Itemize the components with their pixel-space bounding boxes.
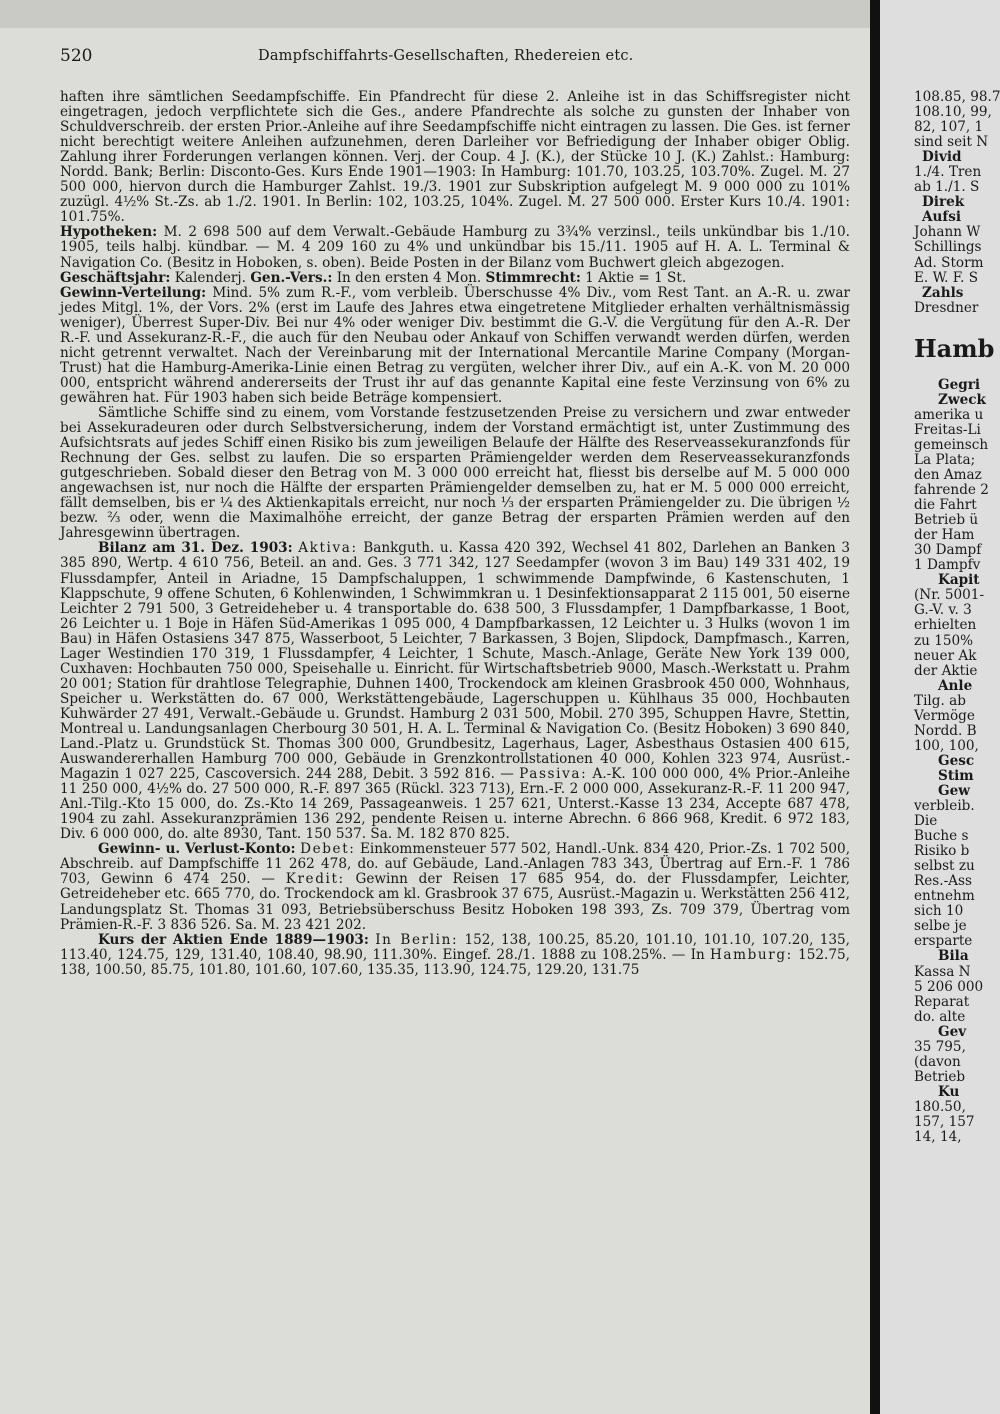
label-kurs-berlin: In Berlin: bbox=[375, 931, 459, 948]
facing-line: Betrieb bbox=[914, 1068, 966, 1085]
facing-line: Reparat bbox=[914, 993, 970, 1010]
facing-line: Risiko b bbox=[914, 843, 970, 860]
label-kurs-hamburg: Hamburg: bbox=[709, 946, 793, 963]
facing-line: 14, 14, bbox=[914, 1129, 962, 1146]
text-gewinn-verteilung: Mind. 5% zum R.-F., vom verbleib. Überschusse 4% Div., vom Rest Tant. an A.-R. u. zwar jedes Mitgl. 1%, der Vors. 2% (erst im Laufe des Jahres etwa eingetretene Mitglieder erhalten verhältnismässig weniger), Überrest Super-Div. Bei nur 4% oder weniger Div. bestimmt die G.-V. die Vergütung für den A.-R. Der R.-F. und Assekuranz-R.-F., die auch für den Neubau oder Ankauf von Schiffen verwandt werden dürfen, werden nicht getrennt verwaltet. Nach der Vereinbarung mit der International Mercantile Marine Company (Morgan-Trust) hat die Hamburg-Amerika-Linie einen Betrag zu vergüten, welcher ihrer Div., auf ein A.-K. von M. 20 000 000, entspricht während andererseits der Trust ihr auf das genannte Kapital eine feste Verzinsung von 6% zu gewähren hat. Für 1903 haben sich beide Beträge kompensiert. bbox=[60, 284, 850, 406]
facing-line: (davon bbox=[914, 1053, 961, 1070]
facing-line: 35 795, bbox=[914, 1038, 966, 1055]
facing-line: Johann W bbox=[914, 224, 981, 241]
facing-line: Vermöge bbox=[914, 707, 975, 724]
running-title: Dampfschiffahrts-Gesellschaften, Rhedereien etc. bbox=[258, 48, 634, 64]
facing-line: sich 10 bbox=[914, 903, 964, 920]
facing-line: ab 1./1. S bbox=[914, 179, 980, 196]
facing-line: Tilg. ab bbox=[914, 692, 966, 709]
facing-line: die Fahrt bbox=[914, 497, 977, 514]
facing-line: Ku bbox=[938, 1083, 960, 1100]
paragraph-schiffe: Sämtliche Schiffe sind zu einem, vom Vorstande festzusetzenden Preise zu versichern und zwar entweder bei Assekuradeuren oder durch Selbstversicherung, indem der Vorstand ermächtigt ist, unter Zustimmung des Aufsichtsrats auf jedes Schiff einen Risiko bis zum jeweiligen Belaufe der Hälfte des Reserveassekuranzfonds für Rechnung der Ges. selbst zu laufen. Die so ersparten Prämiengelder werden dem Reserveassekuranzfonds gutgeschrieben. Sobald dieser den Betrag von M. 3 000 000 erreicht hat, fliesst bis derselbe auf M. 5 000 000 angewachsen ist, nur noch die Hälfte der ersparten Prämiengelder demselben zu, hat er M. 5 000 000 erreicht, fällt demselben, bis er ¼ des Aktienkapitals erreicht, nur noch ⅓ der ersparten Prämiengelder zu. Die übrigen ½ bezw. ⅔ oder, wenn die Maximalhöhe erreicht, der ganze Betrag der ersparten Prämien werden auf den Jahresgewinn übertragen. bbox=[60, 404, 850, 542]
facing-line: sind seit N bbox=[914, 134, 989, 151]
facing-line: Freitas-Li bbox=[914, 421, 981, 438]
facing-line: Dresdner bbox=[914, 299, 979, 316]
label-hypotheken: Hypotheken: bbox=[60, 224, 158, 241]
facing-line: Divid bbox=[922, 149, 962, 166]
facing-line: 1./4. Tren bbox=[914, 164, 982, 181]
text-kurs-hamburg: 152.75, 138, 100.50, 85.75, 101.80, 101.60, 107.60, 135.35, 113.90, 124.75, 129.20, 131.75 bbox=[60, 946, 850, 978]
facing-line: Bila bbox=[938, 948, 969, 965]
text-passiva: A.-K. 100 000 000, 4% Prior.-Anleihe 11 250 000, 4½% do. 27 500 000, R.-F. 897 365 (Rückl. 323 713), Ern.-F. 2 000 000, Assekuranz-R.-F. 11 200 947, Anl.-Tilg.-Kto 15 000, do. Zs.-Kto 14 269, Passageanweis. 1 257 621, Unterst.-Kasse 13 234, Accepte 687 478, 1904 zu zahl. Assekuranzprämien 136 292, pendente Reisen u. interne Abrechn. 6 866 968, Kredit. 6 972 183, Div. 6 000 000, do. alte 8930, Tant. 150 537. Sa. M. 182 870 825. bbox=[60, 766, 851, 843]
facing-line: G.-V. v. 3 bbox=[914, 602, 972, 619]
label-passiva: Passiva: bbox=[519, 766, 588, 783]
facing-line: Gegri bbox=[938, 376, 981, 393]
facing-line: verbleib. bbox=[914, 798, 975, 815]
facing-line: Kapit bbox=[938, 572, 980, 589]
facing-line: Ad. Storm bbox=[914, 254, 984, 271]
facing-line: Betrieb ü bbox=[914, 512, 979, 529]
facing-line: fahrende 2 bbox=[914, 482, 989, 499]
facing-line: Direk bbox=[922, 194, 965, 211]
facing-line: Zweck bbox=[938, 391, 986, 408]
paragraph-geschaeftsjahr bbox=[60, 271, 850, 286]
facing-line: 100, 100, bbox=[914, 737, 979, 754]
text-stimmrecht: 1 Aktie = 1 St. bbox=[585, 269, 687, 286]
facing-line: 108.10, 99, bbox=[914, 104, 992, 121]
facing-line: entnehm bbox=[914, 888, 975, 905]
facing-line: Schillings bbox=[914, 239, 982, 256]
paragraph-anleihe: haften ihre sämtlichen Seedampfschiffe. Ein Pfandrecht für diese 2. Anleihe ist in das Schiffsregister nicht eingetragen, jedoch verpflichtete sich die Ges., andere Pfandrechte als solche zu gunsten der Inhaber von Schuldverschreib. der ersten Prior.-Anleihe auf ihre Seedampfschiffe nicht eintragen zu lassen. Die Ges. ist ferner nicht berechtigt weitere Anleihen aufzunehmen, deren Darleiher vor Befriedigung der Inhaber obiger Oblig. Zahlung ihrer Forderungen verlangen können. Verj. der Coup. 4 J. (K.), der Stücke 10 J. (K.) Zahlst.: Hamburg: Nordd. Bank; Berlin: Disconto-Ges. Kurs Ende 1901—1903: In Hamburg: 101.70, 103.25, 103.70%. Zugel. M. 27 500 000, hiervon durch die Hamburger Zahlst. 19./3. 1901 zur Subskription aufgelegt M. 9 000 000 zu 101% zuzügl. 4½% St.-Zs. ab 1./2. 1901. In Berlin: 102, 103.25, 104%. Zugel. M. 27 500 000. Erster Kurs 10./4. 1901: 101.75%. bbox=[60, 89, 850, 226]
facing-line: do. alte bbox=[914, 1008, 966, 1025]
paragraph-bilanz bbox=[60, 541, 850, 842]
facing-line: selbst zu bbox=[914, 858, 975, 875]
page-header bbox=[60, 46, 860, 70]
facing-line: Res.-Ass bbox=[914, 873, 972, 890]
facing-line: Anle bbox=[938, 677, 973, 694]
facing-page-text bbox=[914, 89, 1000, 1146]
facing-line: den Amaz bbox=[914, 466, 982, 483]
facing-line: 1 Dampfv bbox=[914, 557, 981, 574]
facing-line: Die bbox=[914, 813, 938, 830]
label-bilanz: Bilanz am 31. Dez. 1903: bbox=[98, 540, 293, 557]
paragraph-hypotheken bbox=[60, 225, 850, 270]
label-kurs: Kurs der Aktien Ende 1889—1903: bbox=[98, 931, 369, 948]
facing-line: der Ham bbox=[914, 527, 975, 544]
facing-line: (Nr. 5001- bbox=[914, 587, 985, 604]
paragraph-gewinn-verteilung bbox=[60, 286, 850, 406]
facing-line: Kassa N bbox=[914, 963, 971, 980]
main-text-column bbox=[60, 90, 850, 978]
facing-line: Buche s bbox=[914, 828, 969, 845]
paragraph-kurs bbox=[60, 933, 850, 978]
text-hypotheken: M. 2 698 500 auf dem Verwalt.-Gebäude Hamburg zu 3¾% verzinsl., teils unkündbar bis 1./10. 1905, teils halbj. kündbar. — M. 4 209 160 zu 4% und unkündbar bis 15./11. 1905 auf H. A. L. Terminal & Navigation Co. (Besitz in Hoboken, s. oben). Beide Posten in der Bilanz vom Buchwert gleich abgezogen. bbox=[60, 224, 850, 271]
facing-line: neuer Ak bbox=[914, 647, 977, 664]
facing-line: Gew bbox=[938, 782, 970, 799]
facing-line: selbe je bbox=[914, 918, 967, 935]
label-gewinn-verteilung: Gewinn-Verteilung: bbox=[60, 284, 207, 301]
label-gewinn-verlust: Gewinn- u. Verlust-Konto: bbox=[98, 841, 296, 858]
text-geschaeftsjahr: Kalenderj. bbox=[174, 269, 246, 286]
text-kurs-berlin: 152, 138, 100.25, 85.20, 101.10, 101.10, 107.20, 135, 113.40, 124.75, 129, 131.40, 108.40, 98.90, 111.30%. Eingef. 28./1. 1888 zu 108.25%. — In bbox=[60, 931, 850, 963]
facing-line: Stim bbox=[938, 767, 974, 784]
label-geschaeftsjahr: Geschäftsjahr: bbox=[60, 269, 171, 286]
facing-line: 30 Dampf bbox=[914, 542, 982, 559]
facing-heading: Hamb bbox=[914, 333, 995, 363]
facing-line: E. W. F. S bbox=[914, 269, 979, 286]
text-kredit: Gewinn der Reisen 17 685 954, do. der Flussdampfer, Leichter, Getreideheber etc. 665 770, do. Trockendock am kl. Grasbrook 37 675, Ausrüst.-Magazin u. Werkstätten 256 412, Landungsplatz St. Thomas 31 093, Betriebsüberschuss Besitz Hoboken 198 393, Zs. 709 379, Übertrag vom Prämien-R.-F. 3 836 526. Sa. M. 23 421 202. bbox=[60, 871, 850, 933]
paragraph-gewinn-verlust bbox=[60, 842, 850, 932]
book-gutter bbox=[870, 0, 880, 1414]
facing-line: der Aktie bbox=[914, 662, 978, 679]
facing-line: erhielten bbox=[914, 617, 977, 634]
text-aktiva: Bankguth. u. Kassa 420 392, Wechsel 41 802, Darlehen an Banken 3 385 890, Wertp. 4 610 756, Beteil. an and. Ges. 3 771 342, 127 Seedampfer (wovon 3 im Bau) 149 331 402, 19 Flussdampfer, Anteil in Ariadne, 15 Dampfschaluppen, 1 schwimmende Dampfwinde, 6 Kastenschuten, 1 Klappschute, 9 offene Schuten, 6 Kohlenwinden, 1 Schwimmkran u. 1 Desinfektionsapparat 2 115 001, 50 eiserne Leichter 2 791 500, 3 Getreideheber u. 4 transportable do. 638 500, 3 Flussdampfer, 1 Dampfbarkasse, 1 Boot, 26 Leichter u. 1 Boje in Häfen Süd-Amerikas 1 095 000, 4 Dampfbarkassen, 12 Leichter u. 3 Hulks (wovon 1 im Bau) in Häfen Ostasiens 347 875, Wasserboot, 5 Leichter, 7 Barkassen, 3 Bojen, Slipdock, Dampfmasch., Karren, Lager Westindien 170 319, 1 Flussdampfer, 4 Leichter, 1 Schute, Masch.-Anlage, Geräte New York 139 000, Cuxhaven: Hochbauten 750 000, Speisehalle u. Einricht. für Wirtschaftsbetrieb 9000, Masch.-Werkstatt u. Prahm 20 001; Station für drahtlose Telegraphie, Duhnen 1400, Trockendock am kleinen Grasbrook 450 000, Wohnhaus, Speicher u. Werkstätten do. 67 000, Werkstättengebäude, Lagerschuppen u. Kühlhaus 35 000, Hochbauten Kuhwärder 27 491, Verwalt.-Gebäude u. Grundst. Hamburg 2 031 500, Mobil. 270 395, Schuppen Havre, Stettin, Montreal u. Landungsanlagen Cherbourg 30 501, H. A. L. Terminal & Navigation Co. (Besitz Hoboken) 3 690 840, Land.-Platz u. Grundstück St. Thomas 300 000, Grundbesitz, Lagerhaus, Lager, Asbesthaus Ostasien 400 615, Auswandererhallen Hamburg 700 000, Gebäude in Grenzkontrollstationen 40 000, Kohlen 323 974, Ausrüst.-Magazin 1 027 225, Cascoversich. 244 288, Debit. 3 592 816. — bbox=[60, 540, 850, 783]
label-kredit: Kredit: bbox=[285, 871, 345, 888]
facing-text-block bbox=[914, 376, 1000, 1146]
facing-line: La Plata; bbox=[914, 451, 976, 468]
label-aktiva: Aktiva: bbox=[298, 540, 358, 557]
label-debet: Debet: bbox=[300, 841, 356, 858]
facing-line: zu 150% bbox=[914, 632, 974, 649]
facing-line: ersparte bbox=[914, 933, 973, 950]
facing-line: Aufsi bbox=[922, 209, 962, 226]
facing-page-fragment bbox=[880, 0, 1000, 1414]
page-top-shadow bbox=[0, 0, 870, 28]
facing-line: 108.85, 98.7 bbox=[914, 89, 1000, 105]
facing-line: 157, 157 bbox=[914, 1114, 975, 1130]
facing-line: 180.50, bbox=[914, 1098, 966, 1115]
facing-line: Gesc bbox=[938, 752, 975, 769]
facing-line: Nordd. B bbox=[914, 722, 977, 739]
facing-line: Gev bbox=[938, 1023, 967, 1040]
facing-line: gemeinsch bbox=[914, 436, 989, 453]
text-gen-vers: In den ersten 4 Mon. bbox=[336, 269, 482, 286]
facing-line: amerika u bbox=[914, 406, 984, 423]
facing-line: Zahls bbox=[922, 284, 964, 301]
facing-line: 5 206 000 bbox=[914, 978, 984, 995]
text-debet: Einkommensteuer 577 502, Handl.-Unk. 834 420, Prior.-Zs. 1 702 500, Abschreib. auf Dampfschiffe 11 262 478, do. auf Gebäude, Land.-Anlagen 783 343, Übertrag auf Ern.-F. 1 786 703, Gewinn 6 474 250. — bbox=[60, 841, 851, 888]
label-stimmrecht: Stimmrecht: bbox=[485, 269, 581, 286]
page-number: 520 bbox=[60, 46, 93, 66]
label-gen-vers: Gen.-Vers.: bbox=[250, 269, 333, 286]
facing-line: 82, 107, 1 bbox=[914, 119, 984, 136]
